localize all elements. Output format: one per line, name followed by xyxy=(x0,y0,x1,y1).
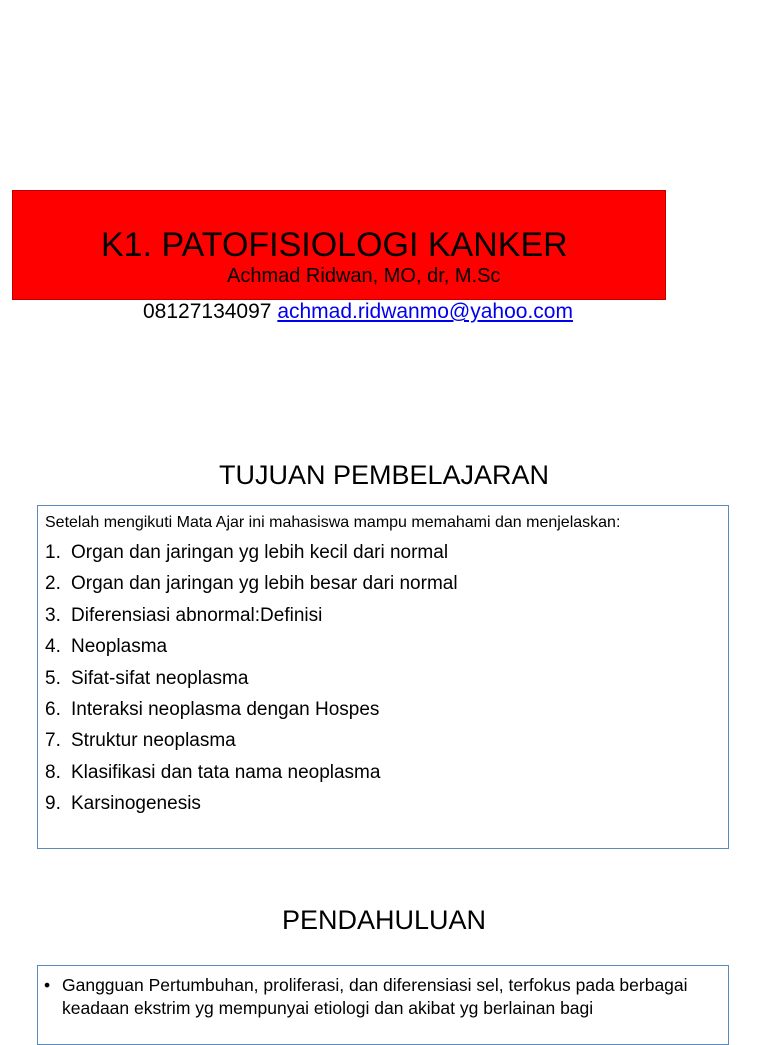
item-number: 5. xyxy=(45,667,61,689)
phone-number: 08127134097 xyxy=(143,300,272,323)
bullet-icon: • xyxy=(44,975,51,995)
list-item xyxy=(45,573,458,604)
list-item xyxy=(45,668,458,699)
item-number: 1. xyxy=(45,542,61,563)
list-item xyxy=(45,636,458,667)
introduction-heading: PENDAHULUAN xyxy=(281,905,487,935)
item-text: Struktur neoplasma xyxy=(71,730,236,752)
item-text: Karsinogenesis xyxy=(71,793,201,815)
item-text: Sifat-sifat neoplasma xyxy=(71,667,249,689)
item-text: Neoplasma xyxy=(71,636,168,658)
objectives-list xyxy=(45,542,458,825)
list-item xyxy=(45,762,458,793)
list-item xyxy=(45,605,458,636)
email-link[interactable]: achmad.ridwanmo@yahoo.com xyxy=(277,300,573,323)
objectives-heading: TUJUAN PEMBELAJARAN xyxy=(218,460,550,490)
introduction-text: Gangguan Pertumbuhan, proliferasi, dan diferensiasi sel, terfokus pada berbagai keadaan ekstrim yg mempunyai etiologi dan akibat yg berlainan bagi xyxy=(62,975,688,1018)
item-number: 8. xyxy=(45,761,61,783)
item-text: Interaksi neoplasma dengan Hospes xyxy=(71,698,380,720)
item-text: Klasifikasi dan tata nama neoplasma xyxy=(71,761,381,783)
slide-title: K1. PATOFISIOLOGI KANKER xyxy=(101,226,568,264)
list-item xyxy=(45,699,458,730)
item-number: 4. xyxy=(45,636,61,658)
objectives-intro: Setelah mengikuti Mata Ajar ini mahasiswa mampu memahami dan menjelaskan: xyxy=(45,514,621,531)
item-number: 7. xyxy=(45,730,61,752)
list-item xyxy=(45,730,458,761)
item-text: Diferensiasi abnormal:Definisi xyxy=(71,604,323,626)
list-item xyxy=(44,974,720,1020)
item-text: Organ dan jaringan yg lebih kecil dari normal xyxy=(71,542,449,563)
item-text: Organ dan jaringan yg lebih besar dari normal xyxy=(71,573,458,595)
list-item xyxy=(45,542,458,573)
item-number: 9. xyxy=(45,793,61,815)
author-name: Achmad Ridwan, MO, dr, M.Sc xyxy=(227,265,501,287)
item-number: 6. xyxy=(45,698,61,720)
introduction-box xyxy=(37,965,729,1045)
item-number: 3. xyxy=(45,604,61,626)
contact-line xyxy=(143,300,573,324)
list-item xyxy=(45,793,458,824)
item-number: 2. xyxy=(45,573,61,595)
objectives-box xyxy=(37,505,729,849)
